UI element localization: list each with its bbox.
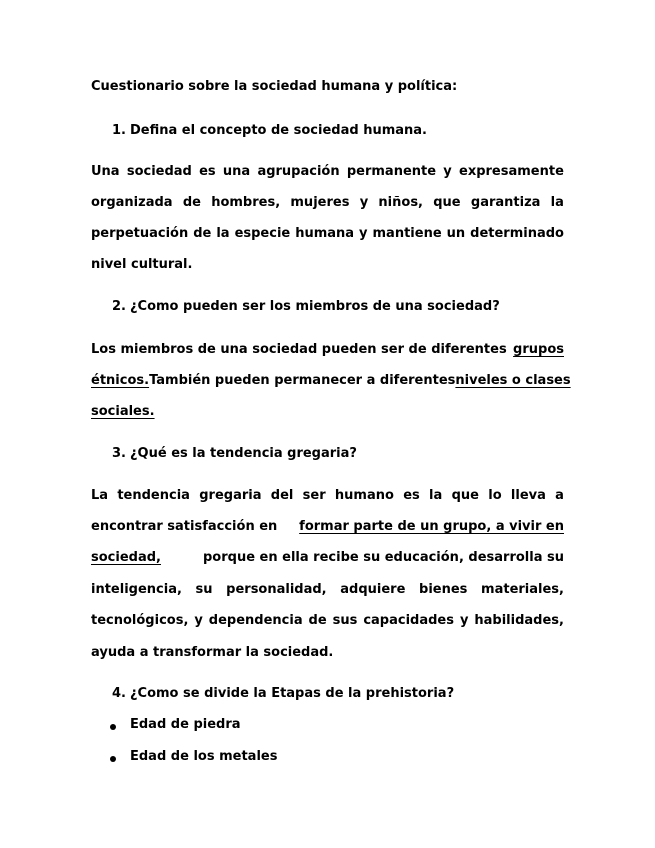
question-number: 4. (112, 686, 126, 701)
underlined-text: niveles o clases (455, 373, 571, 388)
answer-line: Los miembros de una sociedad pueden ser de diferentes grupos (91, 342, 564, 357)
answer-line: La tendencia gregaria del ser humano es la que lo lleva a (91, 488, 564, 503)
question-text: ¿Qué es la tendencia gregaria? (130, 446, 357, 461)
question-text: ¿Como se divide la Etapas de la prehistoria? (130, 686, 455, 701)
question-number: 1. (112, 123, 126, 138)
answer-line: nivel cultural. (91, 257, 193, 272)
document-title: Cuestionario sobre la sociedad humana y política: (91, 79, 458, 94)
answer-line: inteligencia, su personalidad, adquiere bienes materiales, (91, 582, 564, 597)
underlined-text: sociales. (91, 404, 155, 419)
answer-line: ayuda a transformar la sociedad. (91, 645, 334, 660)
underlined-text: grupos (513, 342, 564, 357)
question-number: 2. (112, 299, 126, 314)
question-text: ¿Como pueden ser los miembros de una sociedad? (130, 299, 500, 314)
underlined-text: étnicos. (91, 373, 150, 388)
answer-line: sociedad, porque en ella recibe su educación, desarrolla su (91, 550, 564, 565)
list-item: Edad de piedra (130, 717, 241, 732)
answer-line: encontrar satisfacción en formar parte de un grupo, a vivir en (91, 519, 564, 534)
answer-line: perpetuación de la especie humana y mantiene un determinado (91, 226, 564, 241)
answer-line: organizada de hombres, mujeres y niños, que garantiza la (91, 195, 564, 210)
answer-line: Una sociedad es una agrupación permanente y expresamente (91, 164, 564, 179)
bullet-icon (110, 724, 116, 730)
underlined-text: formar parte de un grupo, a vivir en (299, 519, 564, 534)
question-number: 3. (112, 446, 126, 461)
answer-line (91, 404, 155, 419)
answer-line: étnicos.También pueden permanecer a diferentes niveles o clases (91, 373, 571, 388)
bullet-icon (110, 756, 116, 762)
underlined-text: sociedad, (91, 550, 161, 565)
question-text: Defina el concepto de sociedad humana. (130, 123, 427, 138)
list-item: Edad de los metales (130, 749, 278, 764)
answer-line: tecnológicos, y dependencia de sus capacidades y habilidades, (91, 613, 564, 628)
